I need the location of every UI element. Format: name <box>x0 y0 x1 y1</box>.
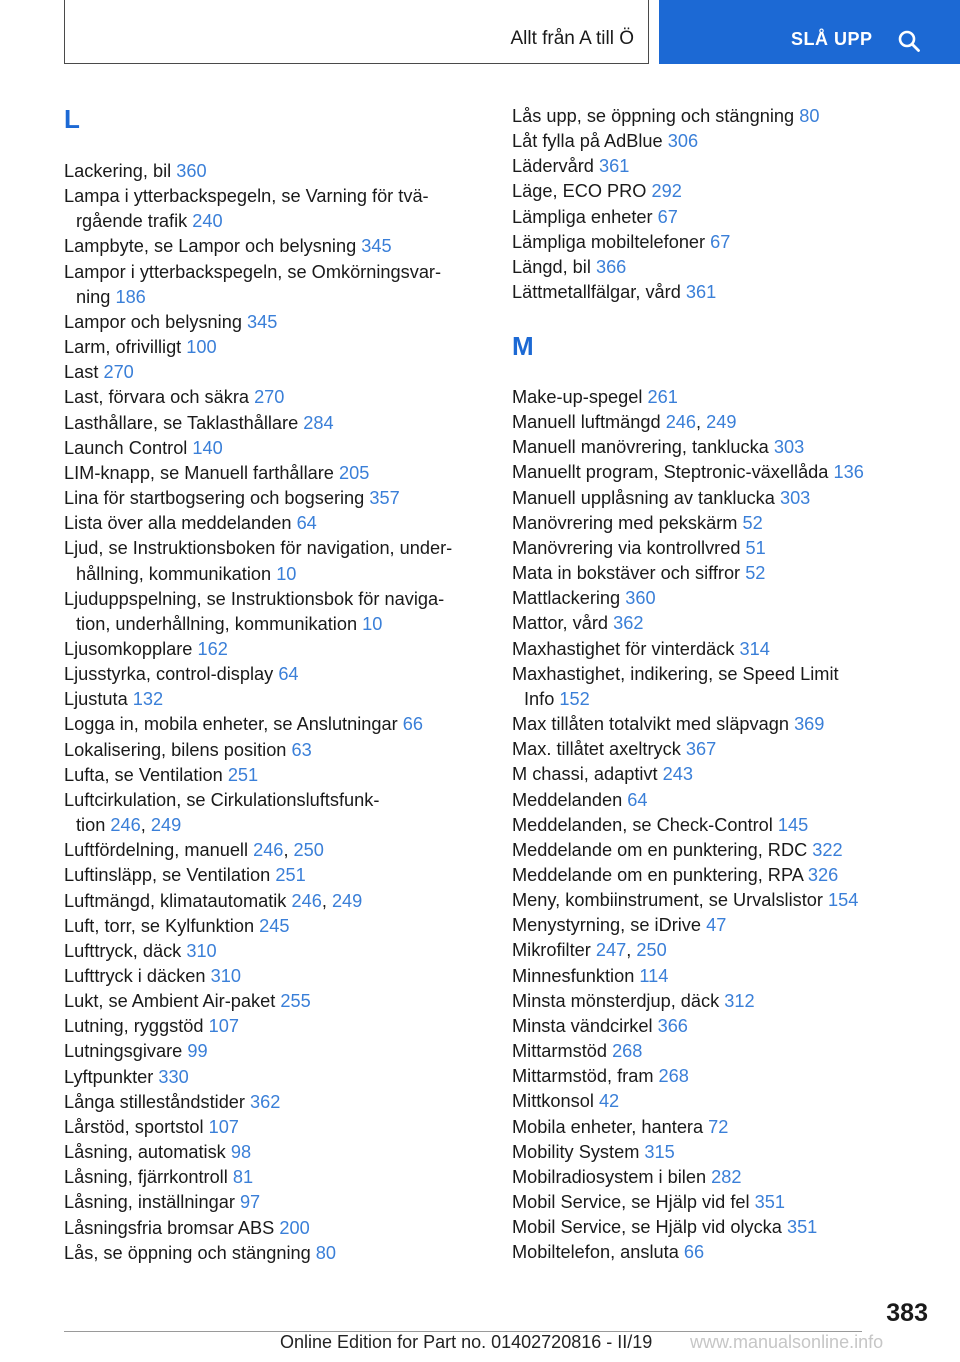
index-entry-text: Maxhastighet för vinterdäck <box>512 638 735 659</box>
page-link[interactable]: 250 <box>293 840 324 861</box>
page-link[interactable]: 251 <box>275 865 306 886</box>
index-entry <box>512 863 932 888</box>
index-entry-text: Lättmetallfälgar, vård <box>512 282 681 303</box>
page-link[interactable]: 52 <box>745 563 766 584</box>
index-entry <box>512 1064 932 1089</box>
index-entry-text: Långa stilleståndstider <box>64 1091 245 1112</box>
page-link[interactable]: 140 <box>192 437 223 458</box>
page-link[interactable]: 47 <box>706 915 727 936</box>
index-entry <box>512 230 932 255</box>
index-entry <box>512 435 932 460</box>
page-link[interactable]: 240 <box>192 211 223 232</box>
index-entry <box>64 1216 484 1241</box>
page-link[interactable]: 67 <box>657 206 678 227</box>
index-entry <box>512 1089 932 1114</box>
index-entry <box>64 1190 484 1215</box>
page-link[interactable]: 51 <box>745 537 766 558</box>
index-entry: Mikrofilter 247, 250 <box>512 940 667 961</box>
index-entry <box>512 511 932 536</box>
index-entry <box>512 813 932 838</box>
page-link[interactable]: 292 <box>651 181 682 202</box>
index-entry-text: Ljusomkopplare <box>64 638 193 659</box>
page-link[interactable]: 345 <box>361 236 392 257</box>
page-link[interactable]: 145 <box>777 814 809 835</box>
page-link[interactable]: 98 <box>230 1142 252 1163</box>
page-link[interactable]: 306 <box>667 131 699 152</box>
page-link[interactable]: 100 <box>186 337 217 358</box>
page-link[interactable]: 247 <box>595 940 627 961</box>
page-link[interactable]: 360 <box>625 588 656 609</box>
page-link[interactable]: 270 <box>103 362 134 383</box>
index-entry <box>64 536 484 586</box>
page-link[interactable]: 66 <box>683 1242 705 1263</box>
index-entry-text: Mittarmstöd, fram <box>512 1066 654 1087</box>
page-link[interactable]: 246 <box>665 412 697 433</box>
index-entry-text: Minsta vändcirkel <box>512 1015 653 1036</box>
index-entry-text: Låt fylla på AdBlue <box>512 131 663 152</box>
index-list-l <box>64 159 484 1266</box>
page-link[interactable]: 268 <box>612 1041 643 1062</box>
index-entry: Luftcirkulation, se Cirkulationsluftsfunk- tion 246, 249 <box>64 789 380 836</box>
index-entry <box>512 762 932 787</box>
page-link[interactable]: 152 <box>559 688 590 709</box>
index-entry-text: Meddelanden <box>512 789 623 810</box>
index-entry-text: Läge, ECO PRO <box>512 181 647 202</box>
page-link[interactable]: 107 <box>208 1116 239 1137</box>
index-list-m <box>512 385 932 1265</box>
index-entry <box>512 1014 932 1039</box>
page-link[interactable]: 366 <box>657 1015 688 1036</box>
page-link[interactable]: 326 <box>807 864 839 885</box>
index-entry <box>64 1115 484 1140</box>
tab-all-a-to-o-label: Allt från A till Ö <box>510 28 634 49</box>
index-entry <box>64 763 484 788</box>
index-entry-text: Launch Control <box>64 437 188 458</box>
edition-info: Online Edition for Part no. 01402720816 - II/19 <box>280 1332 653 1352</box>
index-entry <box>512 586 932 611</box>
page-link[interactable]: 282 <box>711 1166 742 1187</box>
index-entry-text: Lackering, bil <box>64 161 172 181</box>
index-entry <box>64 1241 484 1266</box>
index-entry <box>512 561 932 586</box>
page-link[interactable]: 132 <box>132 689 164 710</box>
index-entry: Luftfördelning, manuell 246, 250 <box>64 840 324 861</box>
index-entry <box>64 1065 484 1090</box>
index-entry <box>512 104 932 129</box>
page-link[interactable]: 249 <box>706 412 737 433</box>
index-entry <box>64 1090 484 1115</box>
index-entry-text: Lina för startbogsering och bogsering <box>64 488 365 509</box>
page-link[interactable]: 97 <box>239 1192 261 1213</box>
index-entry-text: Last <box>64 362 99 383</box>
index-entry <box>512 1039 932 1064</box>
page-link[interactable]: 284 <box>303 412 334 433</box>
page-link[interactable]: 114 <box>639 965 669 986</box>
page-link[interactable]: 80 <box>315 1242 337 1263</box>
page-link[interactable]: 255 <box>280 991 311 1012</box>
page-link[interactable]: 64 <box>278 664 299 685</box>
index-entry-text: Lufta, se Ventilation <box>64 764 223 785</box>
page-link[interactable]: 67 <box>710 231 731 252</box>
index-entry-text: Make-up-spegel <box>512 387 643 407</box>
index-entry-text: Manuell manövrering, tanklucka <box>512 437 769 458</box>
index-entry-text: Lårstöd, sportstol <box>64 1116 204 1137</box>
page-link[interactable]: 154 <box>828 890 859 911</box>
index-entry-text: Luft, torr, se Kylfunktion <box>64 915 255 936</box>
index-entry <box>64 310 484 335</box>
index-entry-text: rgående trafik <box>76 211 188 232</box>
index-entry-text: Lutningsgivare <box>64 1041 183 1062</box>
page-link[interactable]: 63 <box>291 739 312 760</box>
index-entry-text: Logga in, mobila enheter, se Anslutningar <box>64 714 398 735</box>
watermark: www.manualsonline.info <box>690 1332 884 1352</box>
page-link[interactable]: 303 <box>773 437 805 458</box>
index-entry-text: hållning, kommunikation <box>76 563 272 584</box>
index-entry <box>512 964 932 989</box>
index-entry <box>512 737 932 762</box>
index-entry-text: Minnesfunktion <box>512 965 635 986</box>
page-link[interactable]: 249 <box>150 815 182 836</box>
index-entry-text: Mattor, vård <box>512 613 609 634</box>
index-entry-text: Manövrering med pekskärm <box>512 512 738 533</box>
index-entry <box>512 129 932 154</box>
tab-look-up[interactable] <box>659 0 960 64</box>
index-entry-text: Lämpliga enheter <box>512 206 653 227</box>
page-link[interactable]: 64 <box>627 789 648 810</box>
index-entry <box>64 461 484 486</box>
index-entry <box>512 788 932 813</box>
index-entry <box>64 411 484 436</box>
index-entry-text: Luftinsläpp, se Ventilation <box>64 865 271 886</box>
index-entry <box>512 838 932 863</box>
index-entry-text: Mobilradiosystem i bilen <box>512 1166 707 1187</box>
page-link[interactable]: 366 <box>595 256 627 277</box>
index-entry-text: Lampor och belysning <box>64 311 242 332</box>
page-link[interactable]: 303 <box>779 487 811 508</box>
index-entry-text: Menystyrning, se iDrive <box>512 915 702 936</box>
page-link[interactable]: 162 <box>197 638 228 659</box>
index-entry-text: Meny, kombiinstrument, se Urvalslistor <box>512 890 823 911</box>
index-entry <box>512 1190 932 1215</box>
index-entry-text: Lufttryck, däck <box>64 940 182 961</box>
index-letter-l: L <box>64 104 80 134</box>
page-link[interactable]: 351 <box>786 1217 818 1238</box>
index-entry-text: ning <box>76 286 111 307</box>
index-entry-text: Lufttryck i däcken <box>64 966 206 986</box>
index-entry <box>512 913 932 938</box>
page-link[interactable]: 261 <box>647 387 678 407</box>
index-entry-text: Ljuduppspelning, se Instruktionsbok för naviga- <box>64 588 445 609</box>
page-link[interactable]: 249 <box>331 890 363 911</box>
index-entry-text: tion <box>76 815 106 836</box>
index-entry <box>512 460 932 485</box>
index-entry-text: Manuell upplåsning av tanklucka <box>512 487 775 508</box>
index-entry-text: Maxhastighet, indikering, se Speed Limit <box>512 663 839 684</box>
index-entry-text: Lampor i ytterbackspegeln, se Omkörningsvar- <box>64 261 442 282</box>
index-entry <box>512 154 932 179</box>
index-entry <box>512 280 932 305</box>
page-link[interactable]: 80 <box>799 106 820 126</box>
page-link[interactable]: 42 <box>598 1091 620 1112</box>
page-link[interactable]: 107 <box>208 1016 239 1037</box>
index-entry-text: Lutning, ryggstöd <box>64 1016 204 1037</box>
index-entry-text: Mittarmstöd <box>512 1041 607 1062</box>
index-entry <box>64 234 484 259</box>
index-entry-text: Manuell luftmängd <box>512 412 661 433</box>
index-entry <box>64 939 484 964</box>
index-entry-text: Larm, ofrivilligt <box>64 337 182 358</box>
index-entry-text: Meddelande om en punktering, RPA <box>512 864 803 885</box>
index-entry-text: Lasthållare, se Taklasthållare <box>64 412 299 433</box>
index-entry-text: Mikrofilter <box>512 940 591 961</box>
index-entry <box>64 914 484 939</box>
index-entry-text: Lädervård <box>512 156 594 177</box>
page-link[interactable]: 10 <box>362 613 383 634</box>
index-entry <box>64 1165 484 1190</box>
index-entry-text: Max. tillåtet axeltryck <box>512 739 681 760</box>
index-entry-text: Info <box>524 688 555 709</box>
page-link[interactable]: 351 <box>754 1192 785 1212</box>
page-link[interactable]: 310 <box>186 940 217 961</box>
index-entry <box>64 335 484 360</box>
index-entry-text: Lås upp, se öppning och stängning <box>512 106 795 126</box>
page-link[interactable]: 357 <box>369 488 400 509</box>
index-entry <box>64 863 484 888</box>
page-link[interactable]: 243 <box>662 764 693 785</box>
page-link[interactable]: 315 <box>644 1141 675 1162</box>
index-entry <box>64 1039 484 1064</box>
index-entry <box>512 662 932 712</box>
index-entry-text: Ljusstyrka, control-display <box>64 664 274 685</box>
index-entry-text: Last, förvara och säkra <box>64 387 249 408</box>
page-link[interactable]: 330 <box>158 1066 189 1087</box>
index-entry-text: LIM-knapp, se Manuell farthållare <box>64 462 334 483</box>
page-link[interactable]: 81 <box>232 1167 254 1188</box>
index-entry <box>512 205 932 230</box>
index-entry <box>64 511 484 536</box>
index-entry-text: Mobila enheter, hantera <box>512 1116 704 1137</box>
page-link[interactable]: 361 <box>598 156 630 177</box>
index-entry <box>512 712 932 737</box>
page-link[interactable]: 312 <box>724 990 755 1011</box>
page-link[interactable]: 246 <box>253 840 284 861</box>
page-link[interactable]: 268 <box>658 1066 689 1087</box>
page-link[interactable]: 322 <box>812 839 843 860</box>
index-entry <box>64 637 484 662</box>
index-entry <box>512 486 932 511</box>
page-link[interactable]: 246 <box>291 890 322 911</box>
index-entry-text: Max tillåten totalvikt med släpvagn <box>512 714 789 735</box>
index-entry-text: Mobiltelefon, ansluta <box>512 1242 679 1263</box>
index-entry-text: Manövrering via kontrollvred <box>512 537 741 558</box>
page-link[interactable]: 99 <box>187 1041 208 1062</box>
page-link[interactable]: 246 <box>110 815 141 836</box>
index-entry-text: Meddelande om en punktering, RDC <box>512 839 808 860</box>
page-number: 383 <box>886 1299 928 1327</box>
page-link[interactable]: 72 <box>708 1116 729 1137</box>
page-link[interactable]: 310 <box>210 966 241 986</box>
index-entry <box>512 1165 932 1190</box>
index-entry <box>64 587 484 637</box>
page-link[interactable]: 250 <box>636 940 667 961</box>
index-entry: Manuell luftmängd 246, 249 <box>512 412 737 433</box>
index-entry-text: Mattlackering <box>512 588 621 609</box>
index-entry-text: Låsningsfria bromsar ABS <box>64 1217 275 1238</box>
index-entry <box>512 1240 932 1265</box>
page-link[interactable]: 200 <box>279 1217 310 1238</box>
index-entry-text: Mobility System <box>512 1141 640 1162</box>
page-link[interactable]: 245 <box>259 915 290 936</box>
index-entry-text: Ljustuta <box>64 689 128 710</box>
index-entry <box>64 184 484 234</box>
index-entry-text: Lista över alla meddelanden <box>64 513 292 534</box>
index-entry <box>64 687 484 712</box>
page-link[interactable]: 314 <box>739 638 770 659</box>
page-link[interactable]: 64 <box>296 513 317 534</box>
page-link[interactable]: 251 <box>227 764 259 785</box>
index-entry <box>64 260 484 310</box>
index-entry-text: Mata in bokstäver och siffror <box>512 563 741 584</box>
index-entry <box>64 436 484 461</box>
page-link[interactable]: 369 <box>794 714 825 735</box>
index-entry-text: Lokalisering, bilens position <box>64 739 287 760</box>
index-entry-text: Lampbyte, se Lampor och belysning <box>64 236 357 257</box>
index-entry-text: Mobil Service, se Hjälp vid fel <box>512 1192 750 1212</box>
index-entry <box>64 1014 484 1039</box>
index-entry-text: Låsning, inställningar <box>64 1192 235 1213</box>
index-entry-text: Mobil Service, se Hjälp vid olycka <box>512 1217 782 1238</box>
index-entry-text: Lyftpunkter <box>64 1066 154 1087</box>
index-entry-text: Luftfördelning, manuell <box>64 840 249 861</box>
tab-look-up-label: SLÅ UPP <box>791 29 873 49</box>
index-entry <box>512 888 932 913</box>
index-entry <box>64 738 484 763</box>
index-entry-text: Minsta mönsterdjup, däck <box>512 990 720 1011</box>
index-entry-text: Luftcirkulation, se Cirkulationsluftsfunk- <box>64 789 380 810</box>
index-entry-text: Lås, se öppning och stängning <box>64 1242 311 1263</box>
page-link[interactable]: 52 <box>742 512 763 533</box>
page-link[interactable]: 10 <box>276 563 297 584</box>
index-entry <box>64 989 484 1014</box>
page-link[interactable]: 360 <box>176 161 207 181</box>
index-entry <box>512 1140 932 1165</box>
page-link[interactable]: 66 <box>402 714 423 735</box>
index-entry: Luftmängd, klimatautomatik 246, 249 <box>64 890 363 911</box>
index-entry <box>512 179 932 204</box>
index-entry <box>64 486 484 511</box>
index-entry <box>512 1115 932 1140</box>
index-entry-text: Manuellt program, Steptronic-växellåda <box>512 462 829 483</box>
page-link[interactable]: 361 <box>685 282 717 303</box>
page-link[interactable]: 136 <box>833 462 864 483</box>
index-letter-m: M <box>512 331 534 361</box>
index-entry <box>512 385 932 410</box>
index-entry-text: Låsning, fjärrkontroll <box>64 1167 228 1188</box>
index-entry <box>64 662 484 687</box>
index-entry <box>64 712 484 737</box>
index-entry-text: Längd, bil <box>512 256 591 277</box>
page-link[interactable]: 205 <box>338 462 370 483</box>
page-link[interactable]: 367 <box>685 739 717 760</box>
index-entry-text: M chassi, adaptivt <box>512 764 658 785</box>
index-entry <box>512 989 932 1014</box>
index-entry <box>512 611 932 636</box>
index-entry <box>64 1140 484 1165</box>
index-entry <box>64 159 484 184</box>
index-entry-text: Meddelanden, se Check-Control <box>512 814 773 835</box>
index-entry-text: Ljud, se Instruktionsboken för navigation, under- <box>64 538 453 559</box>
index-entry <box>64 385 484 410</box>
page-link[interactable]: 362 <box>250 1091 281 1112</box>
index-entry <box>64 964 484 989</box>
tab-all-a-to-o[interactable] <box>64 0 649 64</box>
index-entry-text: Luftmängd, klimatautomatik <box>64 890 287 911</box>
index-list-l-continued <box>512 104 932 305</box>
search-icon <box>898 30 920 52</box>
page-link[interactable]: 345 <box>247 311 278 332</box>
page-link[interactable]: 362 <box>613 613 644 634</box>
page-link[interactable]: 186 <box>115 286 146 307</box>
index-entry <box>512 536 932 561</box>
index-entry-text: Lämpliga mobiltelefoner <box>512 231 706 252</box>
index-entry <box>512 637 932 662</box>
index-entry <box>512 255 932 280</box>
index-entry-text: Låsning, automatisk <box>64 1142 226 1163</box>
page-link[interactable]: 270 <box>254 387 285 408</box>
index-entry-text: tion, underhållning, kommunikation <box>76 613 358 634</box>
index-entry <box>512 1215 932 1240</box>
index-entry-text: Lampa i ytterbackspegeln, se Varning för tvä- <box>64 186 429 207</box>
index-entry-text: Mittkonsol <box>512 1091 594 1112</box>
index-entry-text: Lukt, se Ambient Air-paket <box>64 991 276 1012</box>
index-entry <box>64 360 484 385</box>
